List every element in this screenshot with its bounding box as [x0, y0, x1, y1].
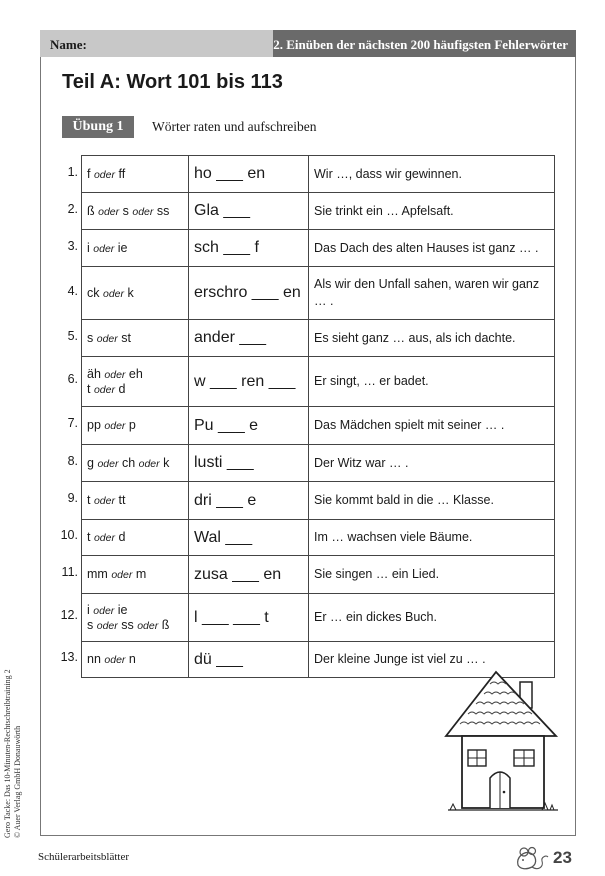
house-illustration	[438, 666, 568, 816]
letter-choices	[82, 320, 189, 357]
letter-option: ß	[87, 203, 95, 218]
footer-label: Schülerarbeitsblätter	[38, 851, 130, 863]
choice-line	[87, 286, 188, 301]
oder-word: oder	[97, 457, 119, 470]
gap-word: dü ___	[189, 642, 309, 678]
choice-line	[87, 204, 188, 219]
choice-line	[87, 618, 188, 633]
sentence: Das Mädchen spielt mit seiner … .	[309, 407, 555, 445]
letter-choices	[82, 267, 189, 320]
topic-heading: 2. Einüben der nächsten 200 häufigsten Fehlerwörter	[273, 30, 576, 57]
sentence: Wir …, dass wir gewinnen.	[309, 156, 555, 193]
letter-option: f	[87, 166, 91, 181]
row-number: 8.	[67, 453, 78, 468]
row-number: 6.	[67, 372, 78, 386]
row-number: 11.	[61, 565, 78, 579]
sentence: Das Dach des alten Hauses ist ganz … .	[309, 230, 555, 267]
row-number: 13.	[60, 650, 78, 664]
letter-option: ff	[118, 166, 126, 181]
oder-word: oder	[93, 383, 115, 396]
letter-choices	[82, 556, 189, 594]
oder-word: oder	[104, 420, 126, 432]
exercise-instruction: Wörter raten und aufschreiben	[152, 119, 317, 134]
oder-word: oder	[93, 532, 115, 544]
sentence: Sie singen … ein Lied.	[309, 556, 555, 594]
oder-word: oder	[111, 569, 133, 581]
row-number: 2.	[67, 201, 78, 216]
sentence: Er … ein dickes Buch.	[309, 594, 555, 642]
letter-option: k	[163, 455, 170, 470]
table-row	[82, 556, 555, 594]
choice-line	[87, 418, 188, 433]
oder-word: oder	[93, 495, 115, 507]
gap-word: Pu ___ e	[189, 407, 309, 445]
letter-option: äh	[87, 366, 101, 381]
oder-word: oder	[132, 205, 154, 218]
gap-word: l ___ ___ t	[189, 594, 309, 642]
letter-option: t	[87, 530, 91, 544]
letter-option: p	[128, 418, 136, 432]
letter-option: ch	[121, 455, 136, 470]
gap-word: ander ___	[189, 320, 309, 357]
letter-option: nn	[87, 652, 101, 666]
gap-word: sch ___ f	[189, 230, 309, 267]
oder-word: oder	[96, 332, 118, 345]
choice-line	[87, 331, 188, 346]
row-number: 1.	[67, 164, 78, 179]
oder-word: oder	[138, 457, 160, 470]
oder-word: oder	[104, 654, 126, 666]
oder-word: oder	[137, 619, 159, 632]
table-row	[82, 267, 555, 320]
letter-choices	[82, 642, 189, 678]
letter-option: n	[128, 652, 136, 666]
exercise-badge: Übung 1	[62, 116, 134, 138]
letter-option: g	[87, 455, 94, 470]
row-number: 4.	[67, 283, 78, 298]
choice-line	[87, 652, 188, 667]
row-number: 7.	[67, 416, 78, 430]
choice-line	[87, 241, 188, 256]
letter-choices	[82, 594, 189, 642]
choice-line	[87, 367, 188, 382]
copyright-line-1: Gero Tacke: Das 10-Minuten-Rechtschreibtraining 2	[3, 669, 12, 838]
choice-line	[87, 567, 188, 582]
letter-option: ss	[121, 617, 134, 632]
oder-word: oder	[93, 168, 115, 181]
name-label: Name:	[40, 30, 273, 57]
sentence: Der Witz war … .	[309, 445, 555, 482]
oder-word: oder	[96, 619, 118, 632]
row-number: 12.	[60, 608, 78, 622]
letter-choices	[82, 230, 189, 267]
choice-line	[87, 493, 188, 508]
table-row	[82, 594, 555, 642]
table-row	[82, 320, 555, 357]
letter-option: ck	[87, 285, 100, 300]
table-row	[82, 156, 555, 193]
table-row	[82, 193, 555, 230]
letter-option: s	[122, 203, 129, 218]
oder-word: oder	[102, 287, 124, 300]
letter-choices	[82, 520, 189, 556]
gap-word: lusti ___	[189, 445, 309, 482]
letter-option: m	[135, 567, 147, 581]
letter-option: ie	[117, 602, 128, 617]
letter-option: eh	[128, 366, 143, 381]
gap-word: w ___ ren ___	[189, 357, 309, 407]
table-row	[82, 357, 555, 407]
gap-word: Wal ___	[189, 520, 309, 556]
letter-option: d	[118, 530, 126, 544]
letter-option: ie	[117, 240, 128, 255]
letter-choices	[82, 193, 189, 230]
gap-word: zusa ___ en	[189, 556, 309, 594]
letter-option: k	[127, 285, 134, 300]
letter-option: mm	[87, 567, 108, 581]
sentence: Der kleine Junge ist viel zu … .	[309, 642, 555, 678]
letter-option: i	[87, 240, 90, 255]
letter-option: t	[87, 493, 91, 507]
letter-option: t	[87, 381, 91, 396]
letter-option: i	[87, 602, 90, 617]
gap-word: dri ___ e	[189, 482, 309, 520]
letter-option: ss	[156, 203, 170, 218]
choice-line	[87, 603, 188, 618]
letter-option: tt	[118, 493, 126, 507]
letter-choices	[82, 482, 189, 520]
table-row	[82, 445, 555, 482]
copyright-line-2: © Auer Verlag GmbH Donauwörth	[13, 725, 22, 838]
table-row	[82, 482, 555, 520]
letter-option: s	[87, 617, 94, 632]
choice-line	[87, 167, 188, 182]
page-title: Teil A: Wort 101 bis 113	[62, 71, 283, 93]
gap-word: Gla ___	[189, 193, 309, 230]
letter-option: ß	[161, 617, 170, 632]
table-row	[82, 407, 555, 445]
choice-line	[87, 382, 188, 397]
letter-choices	[82, 445, 189, 482]
sentence: Im … wachsen viele Bäume.	[309, 520, 555, 556]
copyright-note	[3, 608, 23, 838]
oder-word: oder	[104, 368, 126, 381]
mouse-icon	[512, 843, 550, 873]
row-number: 9.	[67, 491, 78, 505]
letter-option: st	[121, 330, 131, 345]
letter-option: pp	[87, 418, 101, 432]
letter-choices	[82, 407, 189, 445]
letter-option: s	[87, 330, 94, 345]
sentence: Sie kommt bald in die … Klasse.	[309, 482, 555, 520]
choice-line	[87, 530, 188, 545]
sentence: Er singt, … er badet.	[309, 357, 555, 407]
table-row	[82, 520, 555, 556]
letter-choices	[82, 156, 189, 193]
sentence: Als wir den Unfall sahen, waren wir ganz … .	[309, 267, 555, 320]
oder-word: oder	[93, 604, 115, 617]
row-number: 10.	[60, 528, 78, 542]
sentence: Sie trinkt ein … Apfelsaft.	[309, 193, 555, 230]
oder-word: oder	[98, 205, 120, 218]
row-number: 3.	[67, 238, 78, 253]
letter-choices	[82, 357, 189, 407]
gap-word: erschro ___ en	[189, 267, 309, 320]
choice-line	[87, 456, 188, 471]
gap-word: ho ___ en	[189, 156, 309, 193]
row-number: 5.	[67, 328, 78, 343]
sentence: Es sieht ganz … aus, als ich dachte.	[309, 320, 555, 357]
worksheet-header	[40, 30, 576, 57]
oder-word: oder	[93, 242, 115, 255]
table-row	[82, 230, 555, 267]
letter-option: d	[118, 381, 126, 396]
exercise-table	[81, 155, 555, 678]
page-number: 23	[553, 848, 572, 867]
